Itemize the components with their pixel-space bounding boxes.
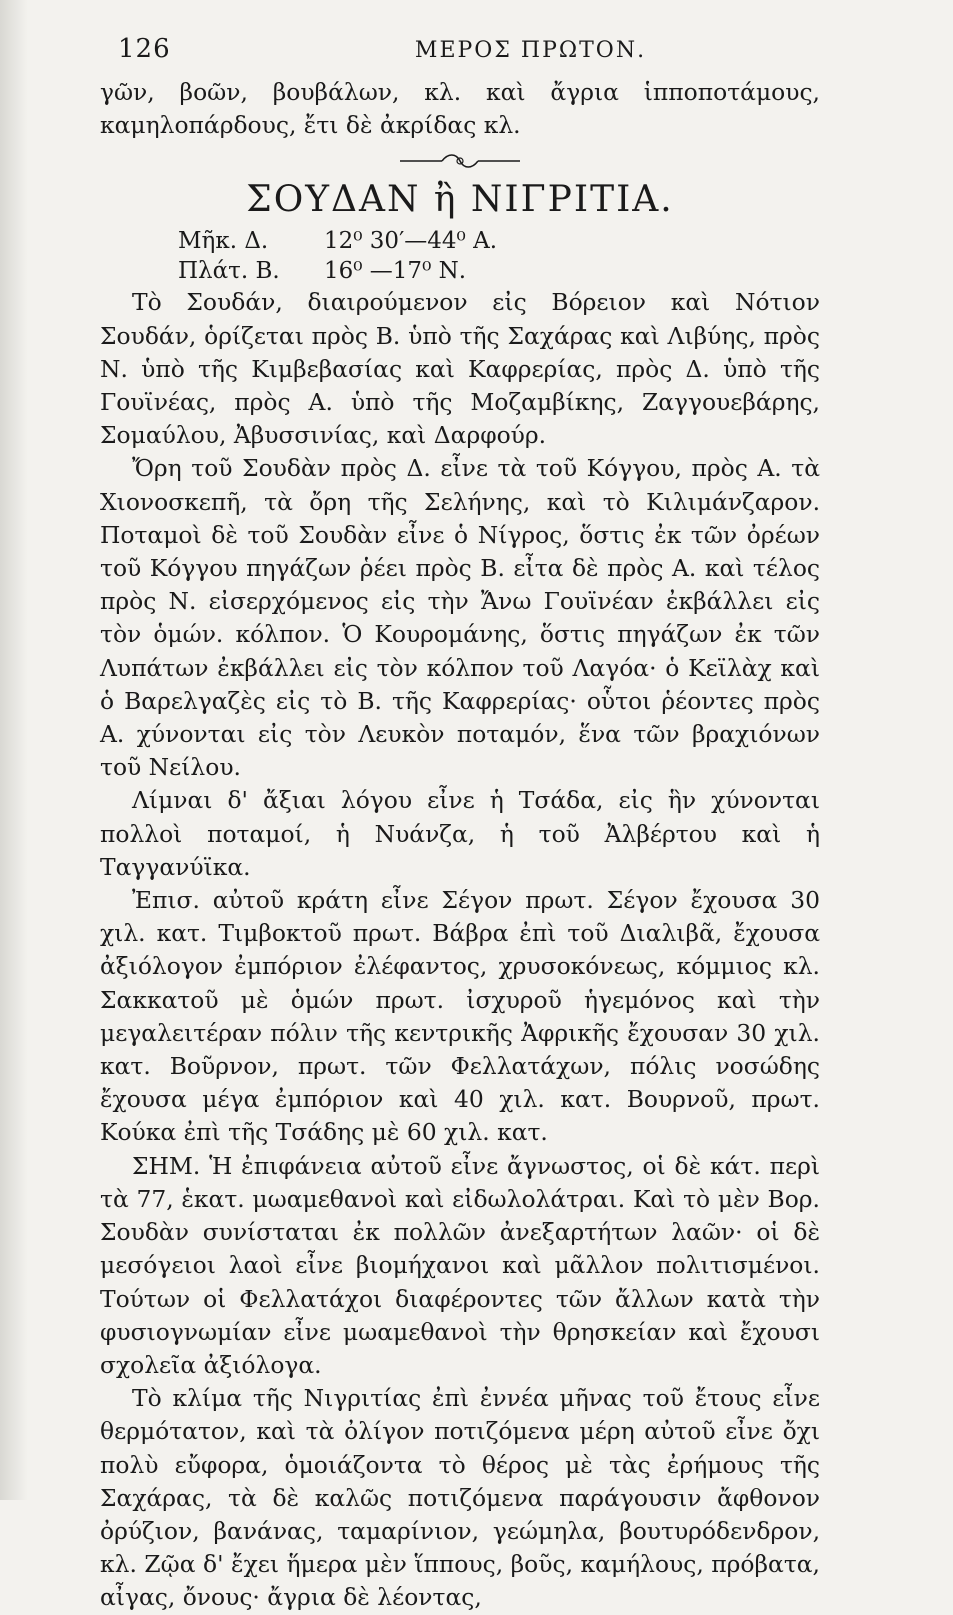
latitude-label: Πλάτ. Β. [178, 258, 280, 285]
page-edge-shadow [0, 0, 28, 1500]
latitude-row [178, 256, 820, 286]
ornamental-divider [400, 150, 520, 170]
longitude-row [178, 226, 820, 256]
running-head [118, 34, 803, 70]
paragraph-states: Ἐπισ. αὐτοῦ κράτη εἶνε Σέγον πρωτ. Σέγον ἔχουσα 30 χιλ. κατ. Τιμβοκτοῦ πρωτ. Βάβρα ἐπὶ τοῦ Διαλιβᾶ, ἔχουσα ἀξιόλογον ἐμπόριον ἐλέφαντος, χρυσοκόνεως, κόμμιος κλ. Σακκατοῦ μὲ ὁμών πρωτ. ἰσχυροῦ ἡγεμόνος καὶ τὴν μεγαλειτέραν πόλιν τῆς κεντρικῆς Ἀφρικῆς ἔχουσαν 30 χιλ. κατ. Βοῦρνον, πρωτ. τῶν Φελλατάχων, πόλις νοσώδης ἔχουσα μέγα ἐμπόριον καὶ 40 χιλ. κατ. Βουρνοῦ, πρωτ. Κούκα ἐπὶ τῆς Τσάδης μὲ 60 χιλ. κατ. [100, 886, 820, 1147]
running-title: ΜΕΡΟΣ ΠΡΩΤΟΝ. [414, 38, 647, 63]
paragraph-lakes: Λίμναι δ' ἄξιαι λόγου εἶνε ἡ Τσάδα, εἰς ἣν χύνονται πολλοὶ ποταμοί, ἡ Νυάνζα, ἡ τοῦ Ἀλβέρτου καὶ ἡ Ταγγανύϊκα. [100, 786, 820, 881]
paragraph-climate: Τὸ κλίμα τῆς Νιγριτίας ἐπὶ ἐννέα μῆνας τοῦ ἔτους εἶνε θερμότατον, καὶ τὰ ὀλίγον ποτιζόμενα μέρη αὐτοῦ εἶνε ὄχι πολὺ εὔφορα, ὁμοιάζοντα τὸ θέρος μὲ τὰς ἐρήμους τῆς Σαχάρας, τὰ δὲ καλῶς ποτιζόμενα παράγουσιν ἄφθονον ὀρύζιον, βανάνας, ταμαρίνιον, γεώμηλα, βουτυρόδενδρον, κλ. Ζῷα δ' ἔχει ἥμερα μὲν ἵππους, βοῦς, καμήλους, πρόβατα, αἶγας, ὄνους· ἄγρια δὲ λέοντας, [100, 1384, 820, 1612]
body-text [100, 76, 820, 1615]
latitude-value: 16⁰ —17⁰ Ν. [324, 258, 467, 285]
intro-paragraph: γῶν, βοῶν, βουβάλων, κλ. καὶ ἄγρια ἱπποποτάμους, καμηλοπάρδους, ἔτι δὲ ἀκρίδας κλ. [100, 78, 820, 140]
coordinates-block [178, 226, 820, 286]
page-number: 126 [118, 34, 171, 64]
section-heading: ΣΟΥΔΑΝ ἢ ΝΙΓΡΙΤΙΑ. [246, 179, 674, 221]
longitude-value: 12⁰ 30′—44⁰ Α. [324, 228, 498, 255]
paragraph-mountains-rivers: Ὄρη τοῦ Σουδὰν πρὸς Δ. εἶνε τὰ τοῦ Κόγγου, πρὸς Α. τὰ Χιονοσκεπῆ, τὰ ὄρη τῆς Σελήνης, καὶ τὸ Κιλιμάνζαρον. Ποταμοὶ δὲ τοῦ Σουδὰν εἶνε ὁ Νίγρος, ὅστις ἐκ τῶν ὀρέων τοῦ Κόγγου πηγάζων ῥέει πρὸς Β. εἶτα δὲ πρὸς Α. καὶ τέλος πρὸς Ν. εἰσερχόμενος εἰς τὴν Ἄνω Γουϊνέαν ἐκβάλλει εἰς τὸν ὁμών. κόλπον. Ὁ Κουρομάνης, ὅστις πηγάζων ἐκ τῶν Λυπάτων ἐκβάλλει εἰς τὸν κόλπον τοῦ Λαγόα· ὁ Κεϊλὰχ καὶ ὁ Βαρελγαζὲς εἰς τὸ Β. τῆς Καφρερίας· οὗτοι ῥέοντες πρὸς Α. χύνονται εἰς τὸν Λευκὸν ποταμόν, ἕνα τῶν βραχιόνων τοῦ Νείλου. [100, 454, 820, 782]
longitude-label: Μῆκ. Δ. [178, 228, 269, 255]
paragraph-borders: Τὸ Σουδάν, διαιρούμενον εἰς Βόρειον καὶ Νότιον Σουδάν, ὁρίζεται πρὸς Β. ὑπὸ τῆς Σαχάρας καὶ Λιβύης, πρὸς Ν. ὑπὸ τῆς Κιμβεβασίας καὶ Καφρερίας, πρὸς Δ. ὑπὸ τῆς Γουϊνέας, πρὸς Α. ὑπὸ τῆς Μοζαμβίκης, Ζαγγουεβάρης, Σομαύλου, Ἀβυσσινίας, καὶ Δαρφούρ. [100, 288, 820, 450]
paragraph-note: ΣΗΜ. Ἡ ἐπιφάνεια αὐτοῦ εἶνε ἄγνωστος, οἱ δὲ κάτ. περὶ τὰ 77, ἑκατ. μωαμεθανοὶ καὶ εἰδωλολάτραι. Καὶ τὸ μὲν Βορ. Σουδὰν συνίσταται ἐκ πολλῶν ἀνεξαρτήτων λαῶν· οἱ δὲ μεσόγειοι λαοὶ εἶνε βιομήχανοι καὶ μᾶλλον πολιτισμένοι. Τούτων οἱ Φελλατάχοι διαφέροντες τῶν ἄλλων κατὰ τὴν φυσιογνωμίαν εἶνε μωαμεθανοὶ τὴν θρησκείαν καὶ ἔχουσι σχολεῖα ἀξιόλογα. [100, 1151, 820, 1379]
